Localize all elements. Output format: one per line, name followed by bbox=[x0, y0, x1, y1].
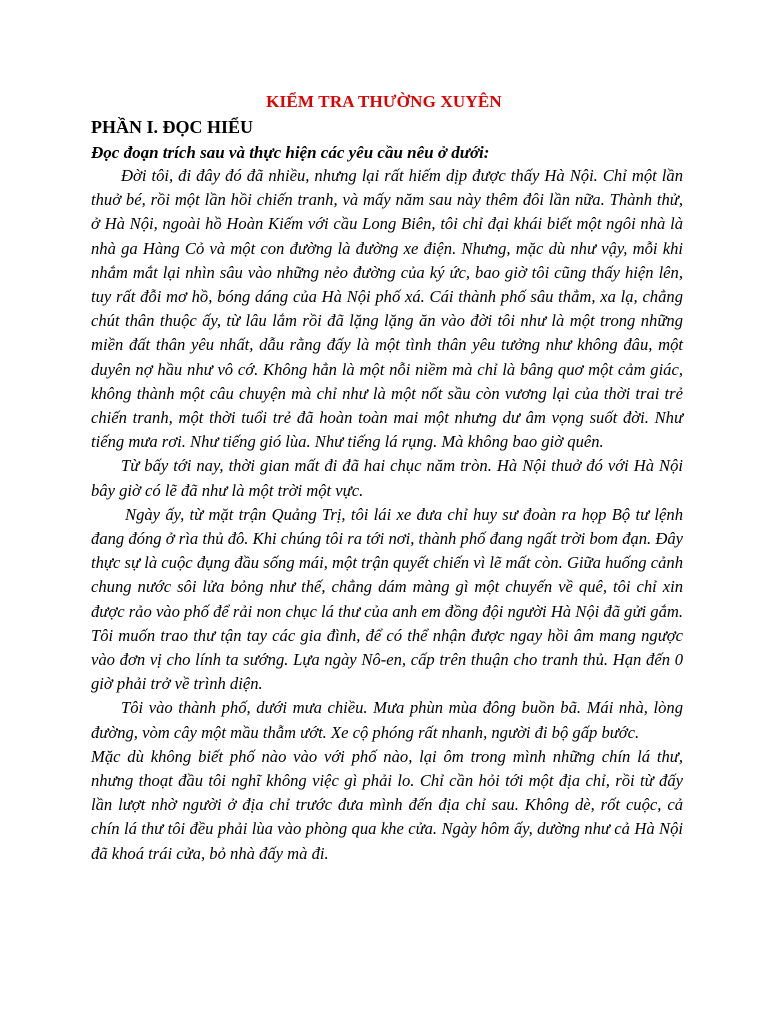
reading-instruction: Đọc đoạn trích sau và thực hiện các yêu cầu nêu ở dưới: bbox=[91, 143, 490, 162]
passage-paragraph-1: Đời tôi, đi đây đó đã nhiều, nhưng lại rất hiếm dịp được thấy Hà Nội. Chỉ một lần thuở bé, rồi một lần hồi chiến tranh, và mấy năm sau này thêm đôi lần nữa. Thành thử, ở Hà Nội, ngoài hồ Hoàn Kiếm với cầu Long Biên, tôi chỉ đại khái biết một ngôi nhà là nhà ga Hàng Cỏ và một con đường là đường xe điện. Nhưng, mặc dù như vậy, mỗi khi nhắm mắt lại nhìn sâu vào những nẻo đường của ký ức, bao giờ tôi cũng thấy hiện lên, tuy rất đỗi mơ hồ, bóng dáng của Hà Nội phố xá. Cái thành phố sâu thẳm, xa lạ, chẳng chút thân thuộc ấy, từ lâu lắm rồi đã lặng lặng ăn vào đời tôi như là một trong những miền đất thân yêu nhất, dẫu rằng đấy là một tình thân yêu tưởng như không đâu, một duyên nợ hầu như vô cớ. Không hẳn là một nỗi niềm mà chỉ là bâng quơ một cảm giác, không thành một câu chuyện mà chỉ như là một nốt sầu còn vương lại của thời trai trẻ chiến tranh, một thời tuổi trẻ đã hoàn toàn mai một nhưng dư âm vọng suốt đời. Như tiếng mưa rơi. Như tiếng gió lùa. Như tiếng lá rụng. Mà không bao giờ quên. bbox=[91, 166, 683, 452]
passage-body bbox=[91, 164, 683, 866]
passage-paragraph-2: Từ bấy tới nay, thời gian mất đi đã hai chục năm tròn. Hà Nội thuở đó với Hà Nội bây giờ có lẽ đã như là một trời một vực. bbox=[91, 456, 683, 500]
document-title: KIỂM TRA THƯỜNG XUYÊN bbox=[266, 92, 502, 111]
passage-paragraph-4: Tôi vào thành phố, dưới mưa chiều. Mưa phùn mùa đông buồn bã. Mái nhà, lòng đường, vòm cây một mầu thẫm ướt. Xe cộ phóng rất nhanh, người đi bộ gấp bước. bbox=[91, 698, 683, 742]
passage-paragraph-5: Mặc dù không biết phố nào vào với phố nào, lại ôm trong mình những chín lá thư, nhưng thoạt đầu tôi nghĩ không việc gì phải lo. Chỉ cần hỏi tới một địa chỉ, rồi từ đấy lần lượt nhờ người ở địa chỉ trước đưa mình đến địa chỉ sau. Không dè, rốt cuộc, cả chín lá thư tôi đều phải lùa vào phòng qua khe cửa. Ngày hôm ấy, dường như cả Hà Nội đã khoá trái cửa, bỏ nhà đấy mà đi. bbox=[91, 746, 683, 863]
passage-paragraph-3: Ngày ấy, từ mặt trận Quảng Trị, tôi lái xe đưa chỉ huy sư đoàn ra họp Bộ tư lệnh đang đóng ở rìa thủ đô. Khi chúng tôi ra tới nơi, thành phố đang ngất trời bom đạn. Đây thực sự là cuộc đụng đầu sống mái, một trận quyết chiến vì lẽ mất còn. Giữa huống cảnh chung nước sôi lửa bỏng như thế, chẳng dám màng gì một chuyến về quê, tôi chỉ xin được rảo vào phố để rải non chục lá thư của anh em đồng đội người Hà Nội đã gửi gắm. Tôi muốn trao thư tận tay các gia đình, để có thể nhận được ngay hồi âm mang ngược vào đơn vị cho lính ta sướng. Lựa ngày Nô-en, cấp trên thuận cho tranh thủ. Hạn đến 0 giờ phải trở về trình diện. bbox=[91, 504, 683, 694]
section-heading: PHẦN I. ĐỌC HIỂU bbox=[91, 117, 254, 137]
